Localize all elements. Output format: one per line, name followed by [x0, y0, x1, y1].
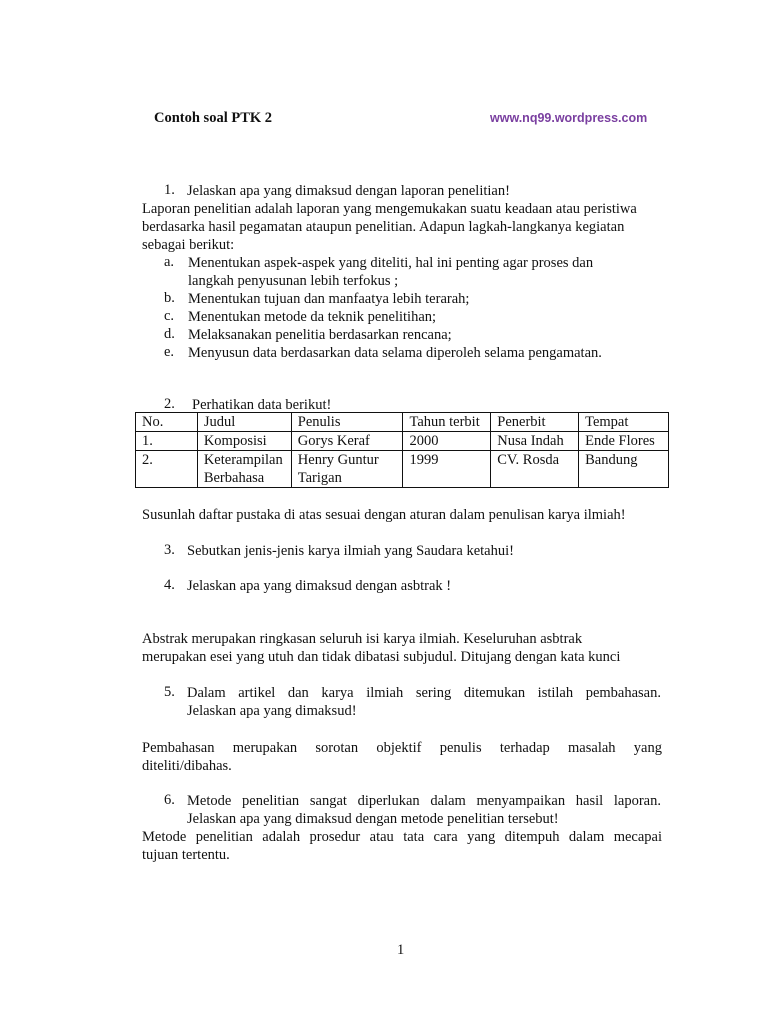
table-cell-no: 1.	[136, 432, 198, 451]
document-title: Contoh soal PTK 2	[154, 110, 273, 126]
column-header-tahun-terbit: Tahun terbit	[403, 413, 491, 432]
question-1-text: Jelaskan apa yang dimaksud dengan laporan penelitian!	[187, 183, 510, 199]
bibliography-table	[135, 412, 669, 488]
question-6-line-2: Jelaskan apa yang dimaksud dengan metode penelitian tersebut!	[187, 811, 559, 827]
table-cell-penulis: Henry Guntur Tarigan	[291, 451, 403, 488]
list-item-letter-e: e.	[164, 344, 175, 360]
table-cell-judul: Keterampilan Berbahasa	[197, 451, 291, 488]
website-url[interactable]: www.nq99.wordpress.com	[490, 111, 648, 125]
answer-4-line-2: merupakan esei yang utuh dan tidak dibatasi subjudul. Ditujang dengan kata kunci	[142, 649, 621, 665]
answer-6-line-1: Metode penelitian adalah prosedur atau tata cara yang ditempuh dalam mecapai	[142, 829, 662, 845]
answer-5-line-1: Pembahasan merupakan sorotan objektif penulis terhadap masalah yang	[142, 740, 662, 756]
list-item-letter-c: c.	[164, 308, 175, 324]
column-header-judul: Judul	[197, 413, 291, 432]
answer-5-line-2: diteliti/dibahas.	[142, 758, 232, 774]
table-header-row	[136, 413, 669, 432]
table-cell-penerbit: CV. Rosda	[491, 451, 579, 488]
table-cell-tempat: Bandung	[579, 451, 669, 488]
question-4-text: Jelaskan apa yang dimaksud dengan asbtrak !	[187, 578, 452, 594]
answer-1-line-1: Laporan penelitian adalah laporan yang mengemukakan suatu keadaan atau peristiwa	[142, 201, 637, 217]
question-6-line-1: Metode penelitian sangat diperlukan dalam menyampaikan hasil laporan.	[187, 793, 661, 809]
answer-1-line-2: berdasarka hasil pegamatan ataupun penelitian. Adapun lagkah-langkanya kegiatan	[142, 219, 625, 235]
answer-1-line-3: sebagai berikut:	[142, 237, 235, 253]
list-item-a-line-1: Menentukan aspek-aspek yang diteliti, hal ini penting agar proses dan	[188, 255, 594, 271]
answer-4-line-1: Abstrak merupakan ringkasan seluruh isi karya ilmiah. Keseluruhan asbtrak	[142, 631, 583, 647]
question-3-number: 3.	[164, 542, 175, 558]
table-cell-judul: Komposisi	[197, 432, 291, 451]
question-5-line-1: Dalam artikel dan karya ilmiah sering ditemukan istilah pembahasan.	[187, 685, 661, 701]
answer-6-line-2: tujuan tertentu.	[142, 847, 230, 863]
question-2-instruction: Susunlah daftar pustaka di atas sesuai dengan aturan dalam penulisan karya ilmiah!	[142, 507, 626, 523]
table-cell-penerbit: Nusa Indah	[491, 432, 579, 451]
table-cell-no: 2.	[136, 451, 198, 488]
question-1-number: 1.	[164, 182, 175, 198]
page-number: 1	[397, 942, 405, 958]
question-6-number: 6.	[164, 792, 175, 808]
question-5-line-2: Jelaskan apa yang dimaksud!	[187, 703, 357, 719]
table-row	[136, 451, 669, 488]
list-item-letter-b: b.	[164, 290, 175, 306]
column-header-penulis: Penulis	[291, 413, 403, 432]
column-header-tempat: Tempat	[579, 413, 669, 432]
question-2-text: Perhatikan data berikut!	[192, 397, 332, 413]
list-item-d: Melaksanakan penelitia berdasarkan rencana;	[188, 327, 452, 343]
column-header-no: No.	[136, 413, 198, 432]
table-row	[136, 432, 669, 451]
table-cell-tempat: Ende Flores	[579, 432, 669, 451]
table-cell-penulis: Gorys Keraf	[291, 432, 403, 451]
table-cell-tahun: 1999	[403, 451, 491, 488]
table-cell-tahun: 2000	[403, 432, 491, 451]
list-item-letter-a: a.	[164, 254, 175, 270]
list-item-letter-d: d.	[164, 326, 175, 342]
question-5-number: 5.	[164, 684, 175, 700]
list-item-a-line-2: langkah penyusunan lebih terfokus ;	[188, 273, 399, 289]
column-header-penerbit: Penerbit	[491, 413, 579, 432]
list-item-c: Menentukan metode da teknik penelitihan;	[188, 309, 437, 325]
question-4-number: 4.	[164, 577, 175, 593]
list-item-e: Menyusun data berdasarkan data selama diperoleh selama pengamatan.	[188, 345, 602, 361]
question-2-number: 2.	[164, 396, 175, 412]
list-item-b: Menentukan tujuan dan manfaatya lebih terarah;	[188, 291, 470, 307]
question-3-text: Sebutkan jenis-jenis karya ilmiah yang Saudara ketahui!	[187, 543, 514, 559]
